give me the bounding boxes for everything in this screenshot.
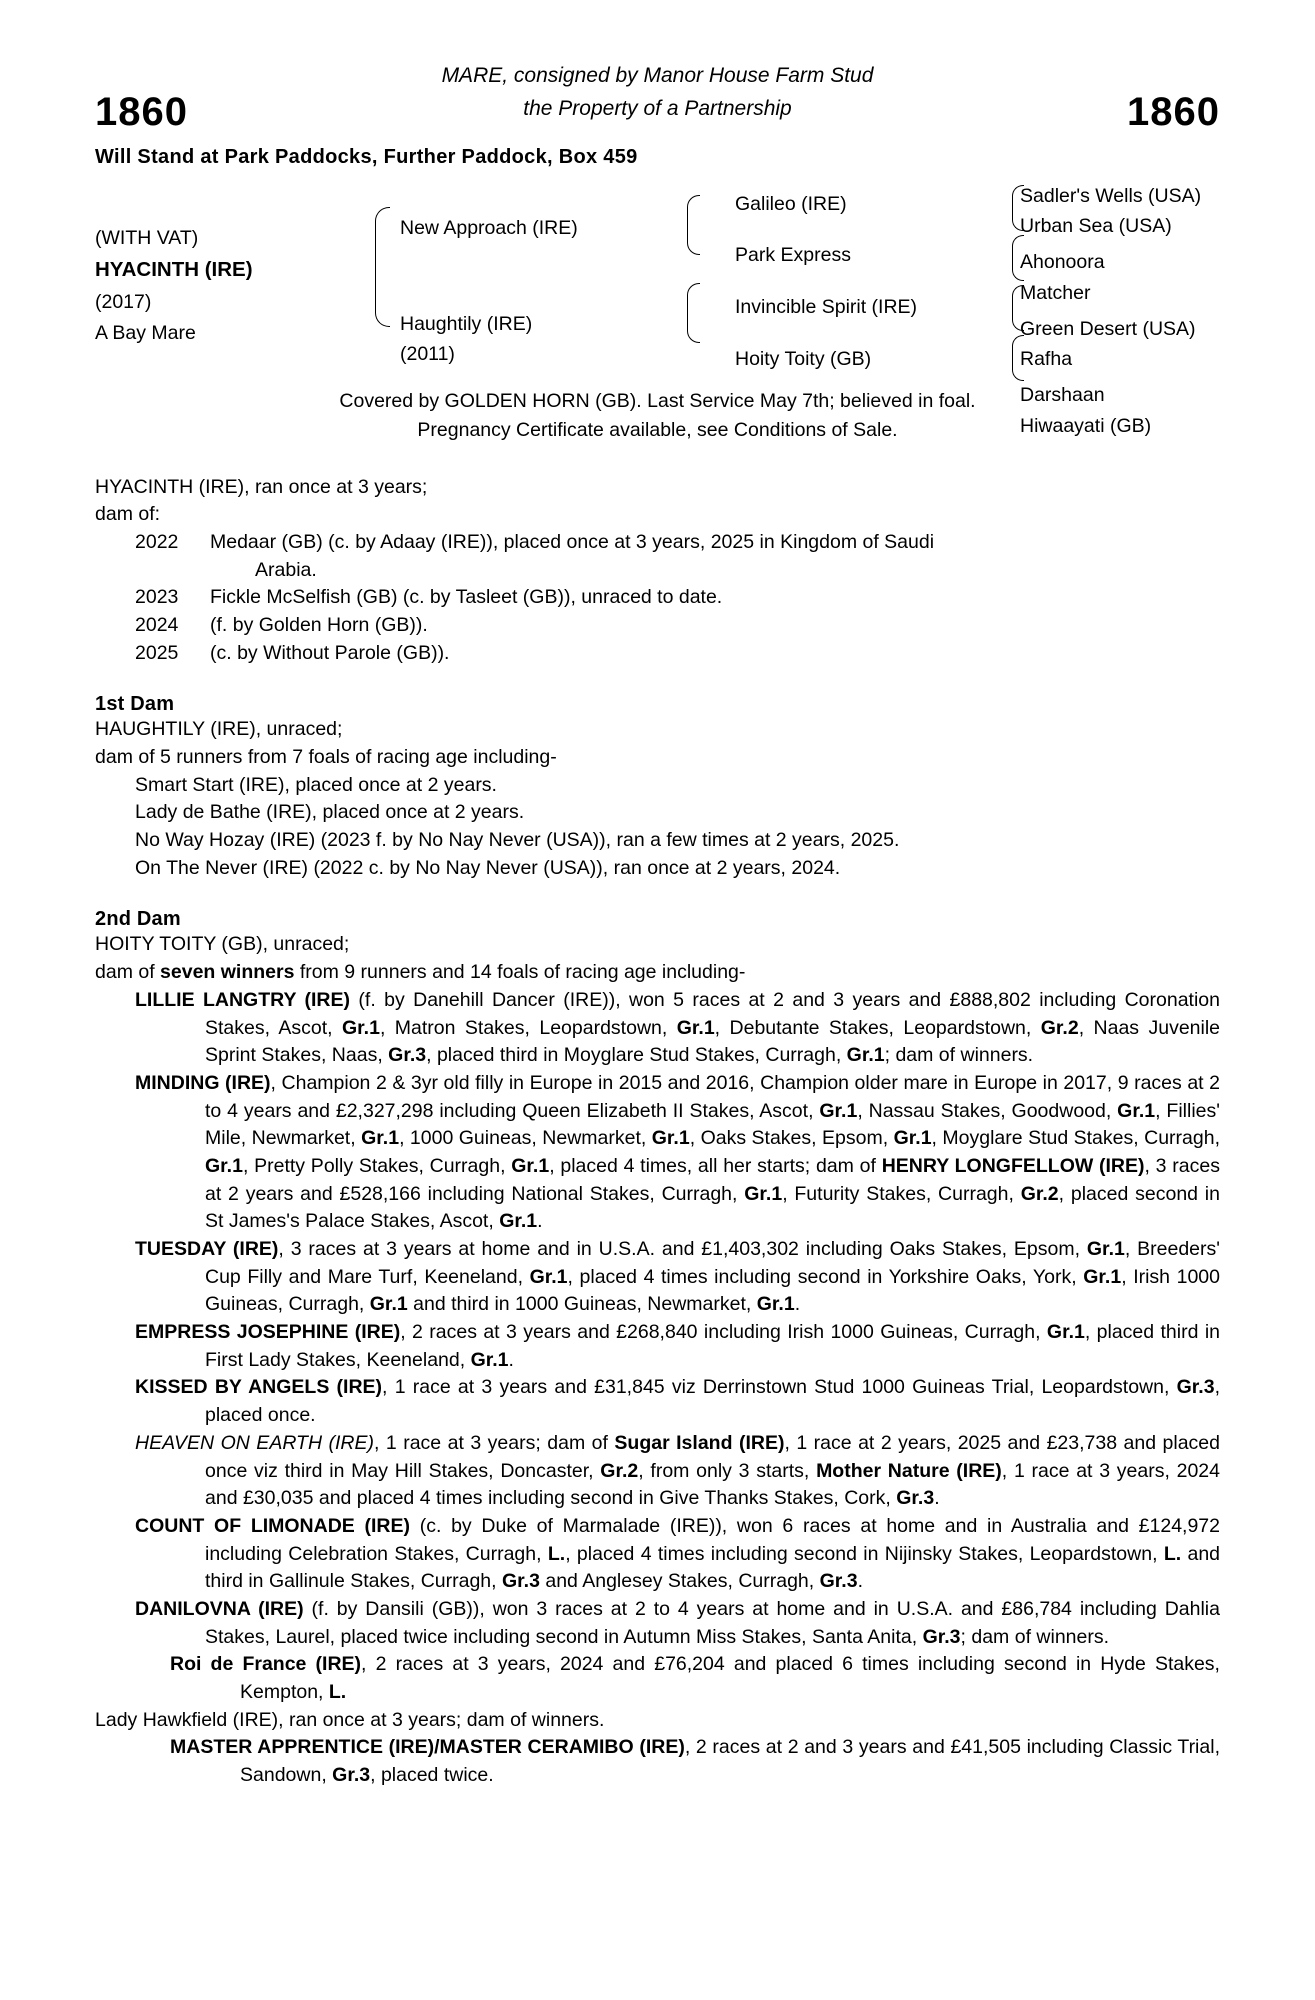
progeny-name: MASTER APPRENTICE (IRE)/MASTER CERAMIBO (IRE) <box>170 1736 685 1759</box>
progeny-body: , 2 races at 2 and 3 years and £41,505 including Classic Trial, Sandown, Gr.3, placed twice. <box>240 1736 1220 1787</box>
progeny-name: TUESDAY (IRE) <box>135 1238 279 1260</box>
progeny-body: , 1 race at 3 years and £31,845 viz Derrinstown Stud 1000 Guineas Trial, Leopardstown, Gr.3, placed once. <box>205 1376 1220 1427</box>
subject-year: (2017) <box>95 290 152 313</box>
progeny-entry <box>135 987 1221 1070</box>
progeny-name: COUNT OF LIMONADE (IRE) <box>135 1514 411 1537</box>
progeny-name: LILLIE LANGTRY (IRE) <box>135 988 351 1011</box>
progeny-body: (c. by Duke of Marmalade (IRE)), won 6 races at home and in Australia and £124,972 including Celebration Stakes, Curragh, L., placed 4 times including second in Nijinsky Stakes, Leopardstown, L. and third in Gallinule Stakes, Curragh, Gr.3 and Anglesey Stakes, Curragh, Gr.3. <box>205 1514 1221 1593</box>
second-dam-line-2-pre: dam of <box>95 961 161 984</box>
first-dam-line-1: HAUGHTILY (IRE), unraced; <box>95 718 343 741</box>
progeny-body: , 1 race at 3 years; dam of Sugar Island (IRE), 1 race at 2 years, 2025 and £23,738 and placed once viz third in May Hill Stakes, Doncaster, Gr.2, from only 3 starts, Mother Nature (IRE), 1 race at 3 years, 2024 and £30,035 and placed 4 times including second in Give Thanks Stakes, Cork, Gr.3. <box>205 1431 1220 1510</box>
progeny-entry-last <box>170 1734 1220 1789</box>
progeny-body: (f. by Danehill Dancer (IRE)), won 5 races at 2 and 3 years and £888,802 including Coronation Stakes, Ascot, Gr.1, Matron Stakes, Leopardstown, Gr.1, Debutante Stakes, Leopardstown, Gr.2, Naas Juvenile Sprint Stakes, Naas, Gr.3, placed third in Moyglare Stud Stakes, Curragh, Gr.1; dam of winners. <box>205 988 1221 1067</box>
pedigree-subject <box>95 181 325 349</box>
progeny-name: DANILOVNA (IRE) <box>135 1597 304 1620</box>
produce-text-line2: Arabia. <box>255 558 317 581</box>
dam-dam: Hoity Toity (GB) <box>735 347 872 370</box>
produce-year: 2024 <box>135 613 179 636</box>
dam-dam-sire: Darshaan <box>1020 384 1105 407</box>
produce-row <box>135 612 1220 640</box>
sire-name: New Approach (IRE) <box>400 217 578 239</box>
progeny-entry <box>135 1596 1220 1651</box>
sire-dam-sire: Ahonoora <box>1020 251 1105 274</box>
sire-sire-sire: Sadler's Wells (USA) <box>1020 185 1202 207</box>
progeny-entry <box>135 1430 1220 1513</box>
sire-sire: Galileo (IRE) <box>735 193 847 215</box>
pregnancy-certificate-line: Pregnancy Certificate available, see Conditions of Sale. <box>417 419 898 442</box>
pedigree-grandparents <box>735 181 1015 374</box>
dam-sire-dam: Rafha <box>1020 348 1073 371</box>
second-dam-line-1: HOITY TOITY (GB), unraced; <box>95 933 350 956</box>
pedigree-parents <box>400 181 670 370</box>
dam-sire: Invincible Spirit (IRE) <box>735 296 918 319</box>
subject-description: A Bay Mare <box>95 322 196 345</box>
produce-row <box>135 640 1220 668</box>
page-header <box>95 60 1220 140</box>
progeny-name: MINDING (IRE) <box>135 1071 271 1094</box>
first-dam-item: Smart Start (IRE), placed once at 2 years. <box>135 773 497 796</box>
progeny-body: , 3 races at 3 years at home and in U.S.A. and £1,403,302 including Oaks Stakes, Epsom, Gr.1, Breeders' Cup Filly and Mare Turf, Keeneland, Gr.1, placed 4 times including second in Yorkshire Oaks, York, Gr.1, Irish 1000 Guineas, Curragh, Gr.1 and third in 1000 Guineas, Newmarket, Gr.1. <box>205 1238 1220 1316</box>
first-dam-item: On The Never (IRE) (2022 c. by No Nay Never (USA)), ran once at 2 years, 2024. <box>135 856 841 879</box>
second-dam-line-2 <box>95 959 1220 987</box>
produce-year: 2022 <box>135 530 179 553</box>
pedigree-great-grandparents <box>1020 181 1315 441</box>
progeny-entry <box>135 1070 1220 1236</box>
produce-intro-1: HYACINTH (IRE), ran once at 3 years; <box>95 475 428 498</box>
first-dam-line-2: dam of 5 runners from 7 foals of racing age including- <box>95 746 557 768</box>
progeny-body: , Champion 2 & 3yr old filly in Europe in 2015 and 2016, Champion older mare in Europe in 2017, 9 races at 2 to 4 years and £2,327,298 including Queen Elizabeth II Stakes, Ascot, Gr.1, Nassau Stakes, Goodwood, Gr.1, Fillies' Mile, Newmarket, Gr.1, 1000 Guineas, Newmarket, Gr.1, Oaks Stakes, Epsom, Gr.1, Moyglare Stud Stakes, Curragh, Gr.1, Pretty Polly Stakes, Curragh, Gr.1, placed 4 times, all her starts; dam of HENRY LONGFELLOW (IRE), 3 races at 2 years and £528,166 including National Stakes, Curragh, Gr.1, Futurity Stakes, Curragh, Gr.2, placed second in St James's Palace Stakes, Ascot, Gr.1. <box>205 1071 1220 1233</box>
progeny-entry <box>135 1513 1221 1596</box>
progeny-name: Roi de France (IRE) <box>170 1653 362 1676</box>
dam-sire-sire: Green Desert (USA) <box>1020 317 1196 340</box>
second-dam-line-2-post: from 9 runners and 14 foals of racing age including- <box>294 961 746 984</box>
produce-row <box>135 529 1220 584</box>
dam-year: (2011) <box>400 343 455 366</box>
dam-dam-dam: Hiwaayati (GB) <box>1020 414 1152 437</box>
produce-intro-2: dam of: <box>95 503 161 526</box>
produce-text-line1: Medaar (GB) (c. by Adaay (IRE)), placed once at 3 years, 2025 in Kingdom of Saudi <box>210 530 935 553</box>
progeny-entry <box>135 1236 1220 1319</box>
pedigree-brace-dam <box>681 283 703 343</box>
produce-year: 2025 <box>135 641 179 664</box>
progeny-body: , 2 races at 3 years, 2024 and £76,204 and placed 6 times including second in Hyde Stakes, Kempton, L. <box>240 1653 1220 1703</box>
produce-row <box>135 584 1220 612</box>
progeny-entry <box>135 1319 1220 1374</box>
produce-text: (f. by Golden Horn (GB)). <box>210 613 428 636</box>
consignor-block <box>95 60 1220 125</box>
progeny-name: KISSED BY ANGELS (IRE) <box>135 1376 383 1399</box>
lot-number-left: 1860 <box>95 90 188 134</box>
produce-text: Fickle McSelfish (GB) (c. by Tasleet (GB)), unraced to date. <box>210 586 723 609</box>
progeny-body: , 2 races at 3 years and £268,840 including Irish 1000 Guineas, Curragh, Gr.1, placed third in First Lady Stakes, Keeneland, Gr.1. <box>205 1321 1220 1371</box>
progeny-name: EMPRESS JOSEPHINE (IRE) <box>135 1321 401 1344</box>
sire-dam-dam: Matcher <box>1020 281 1091 304</box>
progeny-name: HEAVEN ON EARTH (IRE) <box>135 1431 375 1454</box>
stand-location-line: Will Stand at Park Paddocks, Further Paddock, Box 459 <box>95 146 638 168</box>
first-dam-heading: 1st Dam <box>95 693 175 716</box>
produce-text <box>210 529 1220 584</box>
first-dam-item: No Way Hozay (IRE) (2023 f. by No Nay Never (USA)), ran a few times at 2 years, 2025. <box>135 829 900 852</box>
progeny-body: (f. by Dansili (GB)), won 3 races at 2 to 4 years at home and in U.S.A. and £86,784 including Dahlia Stakes, Laurel, placed twice including second in Autumn Miss Stakes, Santa Anita, Gr.3; dam of winners. <box>205 1597 1220 1648</box>
produce-year: 2023 <box>135 586 179 609</box>
lady-hawkfield-line: Lady Hawkfield (IRE), ran once at 3 years; dam of winners. <box>95 1708 605 1731</box>
property-line: the Property of a Partnership <box>523 96 792 120</box>
dam-name: Haughtily (IRE) <box>400 313 533 336</box>
vat-note: (WITH VAT) <box>95 227 199 249</box>
sire-sire-dam: Urban Sea (USA) <box>1020 215 1172 238</box>
produce-text: (c. by Without Parole (GB)). <box>210 641 450 664</box>
progeny-entry <box>135 1374 1220 1429</box>
first-dam-item: Lady de Bathe (IRE), placed once at 2 years. <box>135 801 525 824</box>
second-dam-winners-count: seven winners <box>160 961 295 984</box>
lot-number-right: 1860 <box>1127 90 1220 134</box>
covering-line: Covered by GOLDEN HORN (GB). Last Service May 7th; believed in foal. <box>339 390 976 412</box>
subject-name: HYACINTH (IRE) <box>95 258 253 282</box>
pedigree-brace-sire <box>681 195 703 255</box>
progeny-entry-sub <box>170 1651 1220 1706</box>
pedigree-brace-main <box>367 207 393 327</box>
sire-dam: Park Express <box>735 244 851 267</box>
consignment-line: MARE, consigned by Manor House Farm Stud <box>441 64 874 87</box>
produce-record <box>95 474 1220 668</box>
second-dam-heading: 2nd Dam <box>95 908 181 931</box>
